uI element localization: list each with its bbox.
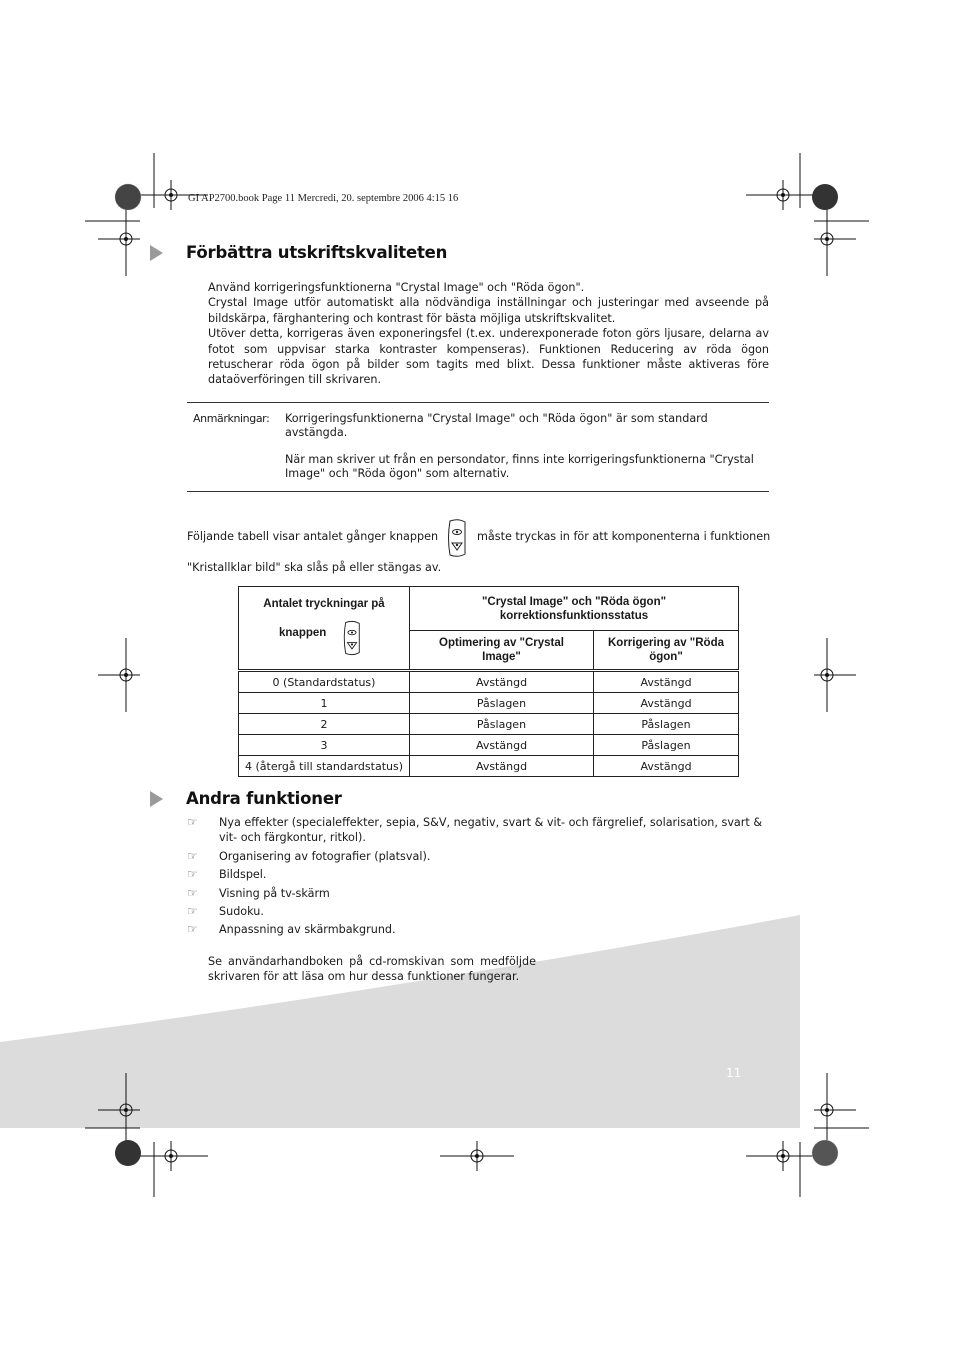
section-heading-quality (150, 243, 447, 262)
feature-list (187, 815, 769, 941)
table-group-header: "Crystal Image" och "Röda ögon" korrektionsfunktionsstatus (410, 587, 739, 631)
table-cell: 2 (239, 714, 410, 735)
list-item (187, 886, 769, 901)
table-cell: 3 (239, 735, 410, 756)
list-item (187, 849, 769, 864)
list-item-text: Bildspel. (219, 868, 267, 882)
pointing-hand-icon: ☞ (187, 904, 198, 919)
list-item-text: Nya effekter (specialeffekter, sepia, S&V, negativ, svart & vit- och färgrelief, solarisation, svart & vit- och färgkontur, ritkol). (219, 816, 763, 845)
table-cell: 1 (239, 693, 410, 714)
section-body (208, 280, 769, 388)
paragraph: Crystal Image utför automatiskt alla nödvändiga inställningar och justeringar med avseende på bildskärpa, färghantering och kontrast för bästa möjliga utskriftskvalitet. (208, 296, 769, 325)
table-cell: Avstängd (594, 693, 739, 714)
header-line-b: knappen (279, 627, 327, 639)
section-heading-other (150, 789, 342, 808)
list-item (187, 867, 769, 882)
paragraph: Använd korrigeringsfunktionerna "Crystal Image" och "Röda ögon". (208, 281, 585, 294)
triangle-bullet-icon (150, 245, 163, 261)
note-label: Anmärkningar: (193, 412, 270, 425)
paragraph: Utöver detta, korrigeras även exponeringsfel (t.ex. underexponerade foton görs ljusare, delarna av fotot som uppvisar starka kontraster kompenseras). Funktionen Reducering av röda ögon retuscherar röda ögon på bilder som tagits med blixt. Dessa funktioner måste aktiveras före dataöverföringen till skrivaren. (208, 327, 769, 387)
pointing-hand-icon: ☞ (187, 815, 198, 829)
list-item-text: Organisering av fotografier (platsval). (219, 849, 431, 863)
list-item (187, 815, 769, 846)
page-number: 11 (726, 1066, 742, 1080)
list-item-text: Visning på tv-skärm (219, 886, 330, 900)
table-cell: Påslagen (594, 735, 739, 756)
note-text-1: Korrigeringsfunktionerna "Crystal Image" och "Röda ögon" är som standard avstängda. (285, 412, 708, 439)
eye-button-icon (446, 518, 468, 558)
closing-paragraph: Se användarhandboken på cd-romskivan som medföljde skrivaren för att läsa om hur dessa funktioner fungerar. (208, 955, 536, 984)
section-title: Förbättra utskriftskvaliteten (186, 243, 448, 262)
intro-text-line2: "Kristallklar bild" ska slås på eller stängas av. (187, 561, 442, 574)
pointing-hand-icon: ☞ (187, 848, 198, 863)
table-row (239, 693, 739, 714)
list-item-text: Anpassning av skärmbakgrund. (219, 923, 396, 937)
pointing-hand-icon: ☞ (187, 922, 198, 937)
header-line-a: Antalet tryckningar på (263, 598, 385, 610)
table-cell: Avstängd (594, 671, 739, 693)
pointing-hand-icon: ☞ (187, 885, 198, 900)
intro-text-before: Följande tabell visar antalet gånger knappen (187, 530, 439, 543)
table-cell: 0 (Standardstatus) (239, 671, 410, 693)
table-row (239, 735, 739, 756)
table-cell: Påslagen (410, 693, 594, 714)
table-row (239, 756, 739, 777)
table-cell: Avstängd (410, 671, 594, 693)
table-cell: Avstängd (594, 756, 739, 777)
list-item (187, 922, 769, 937)
print-header-line: GI AP2700.book Page 11 Mercredi, 20. septembre 2006 4:15 16 (188, 193, 459, 204)
note-text-2: När man skriver ut från en persondator, finns inte korrigeringsfunktionerna "Crystal Image" och "Röda ögon" som alternativ. (285, 453, 754, 480)
table-header-presses (239, 587, 410, 671)
table-subheader-redeye: Korrigering av "Röda ögon" (594, 631, 739, 671)
intro-text-after: måste tryckas in för att komponenterna i funktionen (477, 530, 771, 543)
list-item-text: Sudoku. (219, 905, 264, 919)
table-cell: Avstängd (410, 756, 594, 777)
section-title: Andra funktioner (186, 789, 342, 808)
pointing-hand-icon: ☞ (187, 867, 198, 882)
table-cell: 4 (återgå till standardstatus) (239, 756, 410, 777)
list-item (187, 904, 769, 919)
table-subheader-crystal: Optimering av "Crystal Image" (410, 631, 594, 671)
note-bottom-rule (187, 491, 769, 492)
status-table (238, 586, 739, 777)
table-cell: Avstängd (410, 735, 594, 756)
table-cell: Påslagen (594, 714, 739, 735)
table-row (239, 671, 739, 693)
table-cell: Påslagen (410, 714, 594, 735)
triangle-bullet-icon (150, 791, 163, 807)
eye-button-icon (342, 619, 362, 657)
table-row (239, 714, 739, 735)
note-top-rule (187, 402, 769, 403)
